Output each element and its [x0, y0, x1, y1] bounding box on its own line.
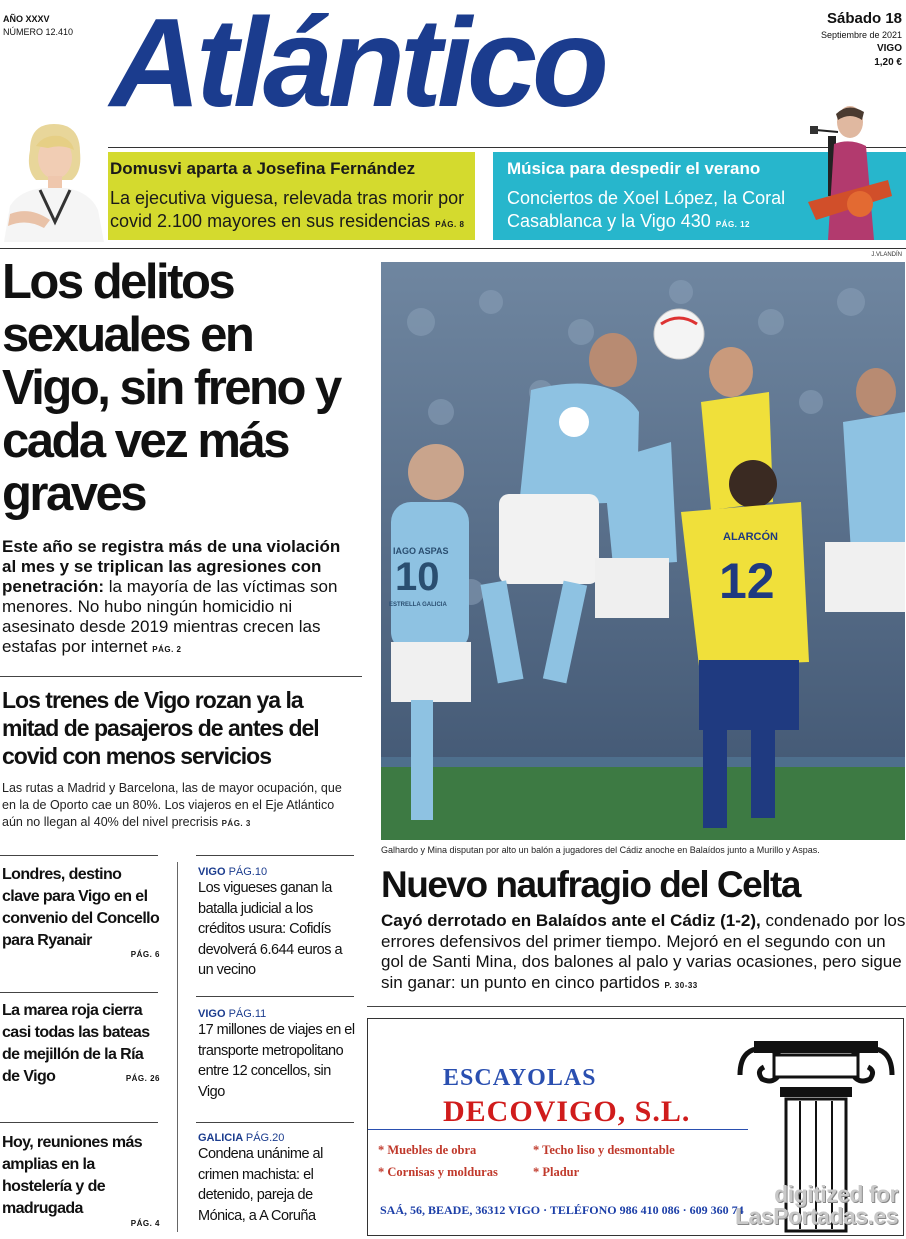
ad-divider [368, 1129, 748, 1130]
trains-body: Las rutas a Madrid y Barcelona, las de mayor ocupación, que en la de Oporto cae un 80%. Los viajeros en el Eje Atlántico aún no llegan al 40% del nivel precrisis PÁG. 3 [2, 781, 342, 829]
jersey-left-brand: ESTRELLA GALICIA [389, 602, 447, 608]
watermark: digitized for LasPortadas.es [734, 1181, 898, 1229]
jersey-back-name: ALARCÓN [723, 531, 778, 543]
divider [0, 992, 158, 993]
section-label: VIGO PÁG.10 [198, 866, 268, 878]
page-ref: P. 30-33 [664, 980, 698, 990]
divider [196, 1122, 354, 1123]
main-headline[interactable]: Los delitos sexuales en Vigo, sin freno y cada vez más graves [2, 255, 340, 521]
ad-item: * Muebles de obra [378, 1143, 477, 1157]
section-label: VIGO PÁG.11 [198, 1008, 267, 1020]
page-ref: PÁG. 4 [130, 1219, 160, 1228]
brief-marea[interactable] [2, 1000, 160, 1083]
football-photo [381, 262, 905, 840]
portrait-photo [0, 110, 108, 242]
ad-brand-line1: ESCAYOLAS [443, 1065, 597, 1091]
brief-text: Hoy, reuniones más amplias en la hostelería y de madrugada [2, 1134, 143, 1217]
celta-headline[interactable]: Nuevo naufragio del Celta [381, 864, 800, 905]
brief-text: 17 millones de viajes en el transporte metropolitano entre 12 concellos, sin Vigo [198, 1022, 355, 1100]
edition-info [3, 13, 73, 39]
page-ref: PÁG. 3 [221, 819, 251, 828]
divider [196, 996, 354, 997]
masthead-rule [0, 147, 906, 148]
teaser-body: Conciertos de Xoel López, la Coral Casablanca y la Vigo 430 PÁG. 12 [507, 188, 786, 231]
brief-transporte[interactable] [198, 1008, 356, 1102]
brief-text: La marea roja cierra casi todas las bateas de mejillón de la Ría de Vigo [2, 1002, 150, 1085]
teaser-body: La ejecutiva viguesa, relevada tras morir por covid 2.100 mayores en sus residencias PÁG. 8 [110, 188, 465, 231]
jersey-back-number: 12 [719, 553, 775, 609]
divider [0, 676, 362, 677]
brief-text: Los vigueses ganan la batalla judicial a los créditos usura: Cofidís devolverá 6.644 euros a un vecino [198, 880, 343, 978]
ad-brand-line2: DECOVIGO, S.L. [443, 1095, 691, 1128]
newspaper-logo: Atlántico [110, 0, 605, 133]
page-ref: PÁG. 8 [435, 220, 465, 229]
brief-text: Londres, destino clave para Vigo en el convenio del Concello para Ryanair [2, 866, 160, 949]
page-ref: PÁG. 26 [125, 1074, 160, 1083]
section-label: GALICIA PÁG.20 [198, 1132, 285, 1144]
divider [367, 1006, 906, 1007]
brief-londres[interactable] [2, 864, 160, 959]
ad-item: * Cornisas y molduras [378, 1165, 498, 1179]
photo-caption: Galhardo y Mina disputan por alto un balón a jugadores del Cádiz anoche en Balaídos junto a Murillo y Aspas. [381, 845, 820, 855]
page-ref: PÁG. 12 [715, 220, 751, 229]
page-ref: PÁG. 6 [130, 950, 160, 959]
divider [0, 855, 158, 856]
brief-creditos[interactable] [198, 866, 356, 981]
date-day: Sábado 18 [826, 10, 902, 27]
teaser-title: Domusvi aparta a Josefina Fernández [110, 159, 416, 178]
date-block [821, 10, 902, 70]
main-subhead: Este año se registra más de una violación al mes y se triplican las agresiones con penetración: la mayoría de las víctimas son menores. No hubo ningún homicidio ni asesinato desde 2019 mientras crecen las estafas por internet PÁG. 2 [2, 537, 341, 656]
singer-photo [788, 100, 906, 240]
brief-crimen[interactable] [198, 1132, 356, 1226]
column-divider [177, 862, 178, 1232]
date-month: Septiembre de 2021 [820, 30, 902, 40]
brief-reuniones[interactable] [2, 1132, 160, 1228]
issue-number: NÚMERO 12.410 [3, 27, 74, 37]
celta-subhead: Cayó derrotado en Balaídos ante el Cádiz (1-2), condenado por los errores defensivos del primer tiempo. Mejoró en el segundo con un gol de Santi Mina, dos balones al palo y varias ocasiones, pero sigue sin ganar: un punto en cinco partidos P. 30-33 [381, 911, 906, 992]
divider [196, 855, 354, 856]
jersey-left-name: IAGO ASPAS [393, 546, 449, 556]
teaser-title: Música para despedir el verano [507, 159, 761, 178]
trains-headline[interactable]: Los trenes de Vigo rozan ya la mitad de pasajeros de antes del covid con menos servicios [2, 687, 319, 769]
teaser-rule [0, 248, 906, 249]
brief-text: Condena unánime al crimen machista: el detenido, pareja de Mónica, a A Coruña [198, 1146, 323, 1224]
ad-item: * Techo liso y desmontable [533, 1143, 675, 1157]
photo-credit: J.VLANDÍN [871, 252, 902, 258]
ad-item: * Pladur [533, 1165, 580, 1179]
year-label: AÑO XXXV [3, 14, 50, 24]
ad-address: SAÁ, 56, BEADE, 36312 VIGO · TELÉFONO 986 410 086 · 609 360 74 [380, 1203, 744, 1217]
page-ref: PÁG. 2 [152, 645, 182, 654]
price-label: 1,20 € [874, 57, 902, 68]
jersey-left-number: 10 [395, 555, 440, 599]
divider [0, 1122, 158, 1123]
edition-city: VIGO [876, 43, 902, 54]
